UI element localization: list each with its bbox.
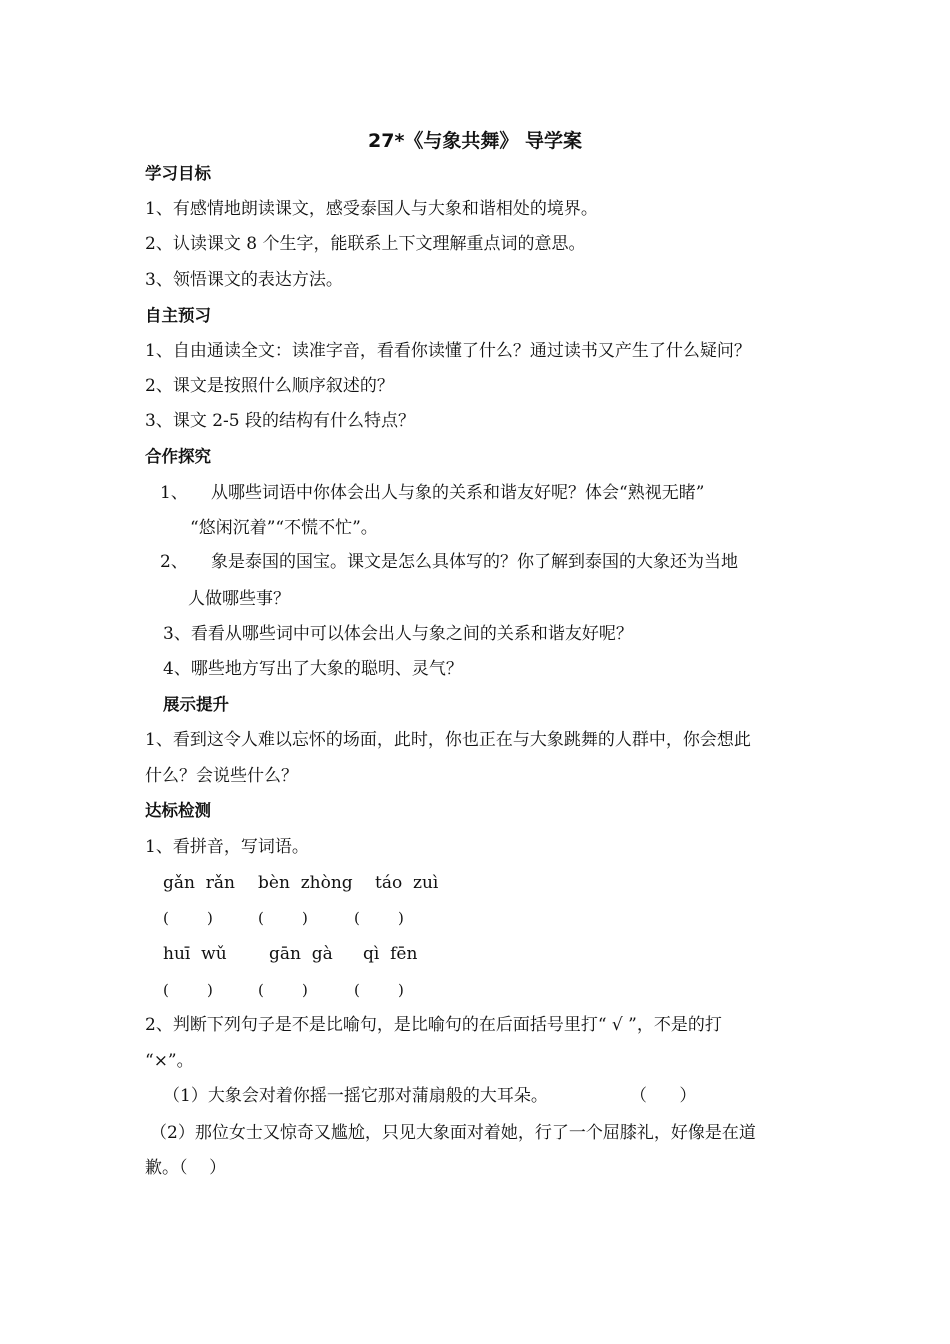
answer-blank-6[interactable]: ( ) — [354, 981, 404, 999]
pinyin-ganga: gān gà — [269, 944, 333, 964]
goal-item-1: 1、有感情地朗读课文，感受泰国人与大象和谐相处的境界。 — [145, 199, 598, 219]
pinyin-taozui: táo zuì — [375, 873, 439, 893]
sentence-2-line2[interactable]: 歉。（ ） — [145, 1158, 227, 1178]
sentence-1: （1）大象会对着你摇一摇它那对蒲扇般的大耳朵。 — [163, 1086, 548, 1106]
explore-item-1-line1: 从哪些词语中你体会出人与象的关系和谐友好呢？体会“熟视无睹” — [211, 483, 705, 503]
show-item-1-line2: 什么？会说些什么？ — [145, 766, 298, 786]
explore-item-1-number: 1、 — [160, 483, 188, 503]
pinyin-ganran: gǎn rǎn — [163, 873, 235, 893]
answer-blank-2[interactable]: ( ) — [258, 909, 308, 927]
page-title: 27*《与象共舞》 导学案 — [368, 130, 582, 152]
test-question-1: 1、看拼音，写词语。 — [145, 837, 309, 857]
explore-item-1-line2: “悠闲沉着”“不慌不忙”。 — [190, 518, 378, 538]
sentence-2-line1: （2）那位女士又惊奇又尴尬，只见大象面对着她，行了一个屈膝礼，好像是在道 — [150, 1123, 756, 1143]
section-heading-goals: 学习目标 — [145, 164, 211, 183]
explore-item-3: 3、看看从哪些词中可以体会出人与象之间的关系和谐友好呢？ — [163, 624, 633, 644]
pinyin-qifen: qì fēn — [363, 944, 418, 964]
answer-blank-1[interactable]: ( ) — [163, 909, 213, 927]
explore-item-2-line2: 人做哪些事？ — [188, 589, 290, 609]
answer-blank-3[interactable]: ( ) — [354, 909, 404, 927]
sentence-1-answer[interactable]: （ ） — [630, 1086, 697, 1106]
section-heading-explore: 合作探究 — [145, 447, 211, 466]
section-heading-test: 达标检测 — [145, 801, 211, 820]
answer-blank-5[interactable]: ( ) — [258, 981, 308, 999]
pinyin-benzhong: bèn zhòng — [258, 873, 353, 893]
answer-blank-4[interactable]: ( ) — [163, 981, 213, 999]
explore-item-4: 4、哪些地方写出了大象的聪明、灵气？ — [163, 659, 463, 679]
preview-item-2: 2、课文是按照什么顺序叙述的？ — [145, 376, 394, 396]
section-heading-show: 展示提升 — [163, 695, 229, 714]
show-item-1-line1: 1、看到这令人难以忘怀的场面，此时，你也正在与大象跳舞的人群中，你会想此 — [145, 730, 751, 750]
preview-item-1: 1、自由通读全文：读准字音，看看你读懂了什么？通过读书又产生了什么疑问？ — [145, 341, 751, 361]
test-question-2-line1: 2、判断下列句子是不是比喻句，是比喻句的在后面括号里打“ √ ”，不是的打 — [145, 1015, 722, 1035]
goal-item-3: 3、领悟课文的表达方法。 — [145, 270, 343, 290]
section-heading-preview: 自主预习 — [145, 306, 211, 325]
goal-item-2: 2、认读课文 8 个生字，能联系上下文理解重点词的意思。 — [145, 234, 586, 254]
pinyin-huiwu: huī wǔ — [163, 944, 227, 964]
explore-item-2-line1: 象是泰国的国宝。课文是怎么具体写的？你了解到泰国的大象还为当地 — [211, 552, 738, 572]
explore-item-2-number: 2、 — [160, 552, 188, 572]
preview-item-3: 3、课文 2-5 段的结构有什么特点？ — [145, 411, 415, 431]
test-question-2-line2: “×”。 — [145, 1051, 194, 1071]
